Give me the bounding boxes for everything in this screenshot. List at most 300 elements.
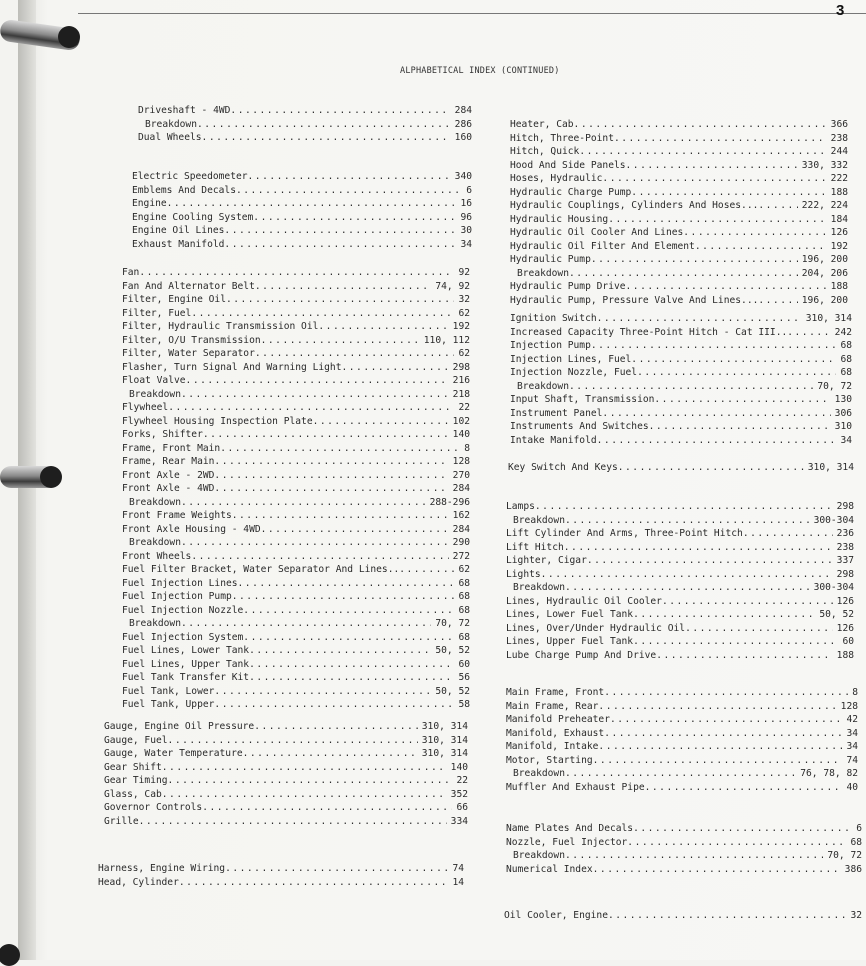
dot-leader <box>255 280 431 294</box>
dot-leader <box>597 434 837 448</box>
dot-leader <box>695 240 827 254</box>
entry-label: Manifold Preheater <box>506 714 610 725</box>
entry-label: Lines, Upper Fuel Tank <box>506 636 634 647</box>
entry-page-number: 74 <box>452 863 464 874</box>
index-entry <box>504 909 862 923</box>
entry-label: Hood And Side Panels <box>510 159 626 171</box>
index-entry <box>104 761 468 775</box>
entry-page-number: 160 <box>454 132 472 143</box>
entry-label: Injection Pump <box>510 340 591 351</box>
entry-label: Oil Cooler, Engine <box>504 910 608 921</box>
entry-label: Harness, Engine Wiring <box>98 863 226 874</box>
dot-leader <box>631 353 836 367</box>
entry-page-number: 58 <box>458 699 470 710</box>
dot-leader <box>214 698 454 712</box>
entry-label: Fuel Filter Bracket, Water Separator And Lines.. <box>122 564 400 575</box>
dot-leader <box>139 815 447 829</box>
entry-page-number: 66 <box>456 802 468 813</box>
index-entry <box>122 307 470 321</box>
page-top-rule <box>78 13 866 14</box>
entry-label: Breakdown <box>129 388 181 400</box>
entry-page-number: 16 <box>460 198 472 209</box>
entry-page-number: 34 <box>840 434 852 446</box>
entry-label: Lighter, Cigar <box>506 555 587 566</box>
index-entry <box>122 671 470 685</box>
dot-leader <box>602 407 830 421</box>
index-entry <box>122 550 470 564</box>
entry-page-number: 236 <box>836 528 854 539</box>
index-entry <box>132 184 472 198</box>
entry-page-number: 128 <box>452 456 470 467</box>
index-entry <box>132 211 472 225</box>
index-entry <box>510 434 852 448</box>
dot-leader <box>191 550 448 564</box>
entry-page-number: 290 <box>452 537 470 548</box>
entry-page-number: 238 <box>830 132 848 144</box>
index-entry <box>510 393 852 407</box>
index-entry <box>510 353 852 367</box>
index-entry <box>122 563 470 577</box>
dot-leader <box>254 720 418 734</box>
index-entry <box>104 720 468 734</box>
entry-page-number: 40 <box>846 781 858 793</box>
dot-leader <box>224 238 456 252</box>
dot-leader <box>618 461 804 475</box>
entry-label: Grille <box>104 815 139 827</box>
index-group <box>510 312 852 447</box>
entry-label: Main Frame, Rear <box>506 700 599 712</box>
entry-label: Hoses, Hydraulic <box>510 173 603 184</box>
index-entry <box>510 118 848 132</box>
entry-label: Fuel Injection Lines <box>122 577 238 589</box>
dot-leader <box>224 224 456 238</box>
entry-page-number: 306 <box>834 407 852 419</box>
index-group <box>132 170 472 251</box>
entry-page-number: 334 <box>450 815 468 827</box>
index-entry <box>122 347 470 361</box>
entry-page-number: 204, 206 <box>801 267 848 279</box>
entry-page-number: 32 <box>850 910 862 921</box>
page-number: 3 <box>836 2 845 19</box>
dot-leader <box>232 590 455 604</box>
entry-page-number: 68 <box>458 591 470 602</box>
dot-leader <box>565 849 823 863</box>
index-entry <box>104 801 468 815</box>
dot-leader <box>243 747 418 761</box>
entry-label: Name Plates And Decals <box>506 823 634 834</box>
entry-page-number: 128 <box>840 700 858 712</box>
entry-label: Breakdown <box>145 118 197 130</box>
index-entry <box>510 132 848 146</box>
entry-label: Frame, Front Main <box>122 442 221 454</box>
index-entry <box>510 172 848 186</box>
index-group <box>506 686 858 794</box>
dot-leader <box>608 213 826 227</box>
entry-page-number: 62 <box>458 307 470 319</box>
dot-leader <box>191 307 454 321</box>
entry-page-number: 337 <box>836 555 854 566</box>
binder-hole-top <box>58 26 80 48</box>
dot-leader <box>255 347 455 361</box>
entry-page-number: 56 <box>458 672 470 683</box>
index-entry <box>132 170 472 184</box>
entry-label: Filter, Engine Oil <box>122 294 226 305</box>
dot-leader <box>248 170 451 184</box>
index-entry <box>506 713 858 727</box>
dot-leader <box>139 266 454 280</box>
entry-page-number: 286 <box>454 118 472 130</box>
dot-leader <box>203 428 449 442</box>
entry-label: Lights <box>506 568 541 580</box>
entry-page-number: 188 <box>830 186 848 198</box>
entry-page-number: 310, 314 <box>421 734 468 746</box>
dot-leader <box>197 118 451 132</box>
index-entry <box>122 361 470 375</box>
index-subentry <box>122 536 470 550</box>
entry-page-number: 140 <box>452 429 470 440</box>
entry-label: Intake Manifold <box>510 434 597 446</box>
entry-label: Hydraulic Housing <box>510 213 609 225</box>
dot-leader <box>186 374 449 388</box>
index-entry <box>122 590 470 604</box>
entry-label: Lift Cylinder And Arms, Three-Point Hitch <box>506 528 743 539</box>
dot-leader <box>399 563 454 577</box>
entry-label: Fuel Tank, Lower <box>122 685 215 697</box>
index-entry <box>132 197 472 211</box>
dot-leader <box>202 131 451 145</box>
dot-leader <box>649 420 831 434</box>
entry-page-number: 6 <box>466 184 472 196</box>
entry-page-number: 238 <box>836 541 854 553</box>
index-entry <box>510 159 848 173</box>
dot-leader <box>226 293 454 307</box>
entry-label: Governor Controls <box>104 802 203 813</box>
index-group <box>506 822 862 876</box>
entry-label: Glass, Cab <box>104 788 162 800</box>
entry-label: Dual Wheels <box>138 132 202 143</box>
entry-label: Exhaust Manifold <box>132 238 225 250</box>
dot-leader <box>236 184 462 198</box>
entry-page-number: 310 <box>834 421 852 432</box>
dot-leader <box>313 415 449 429</box>
dot-leader <box>633 635 838 649</box>
dot-leader <box>202 801 452 815</box>
entry-label: Motor, Starting <box>506 754 593 766</box>
index-entry <box>506 554 854 568</box>
entry-label: Fuel Lines, Lower Tank <box>122 645 250 656</box>
index-subentry <box>506 514 854 528</box>
entry-label: Input Shaft, Transmission <box>510 394 655 405</box>
index-subentry <box>506 767 858 781</box>
entry-page-number: 8 <box>464 442 470 454</box>
index-entry <box>122 293 470 307</box>
index-entry <box>98 862 464 876</box>
entry-label: Hydraulic Pump Drive <box>510 281 626 292</box>
entry-label: Increased Capacity Three-Point Hitch - Cat III.. <box>510 326 788 338</box>
dot-leader <box>591 339 837 353</box>
dot-leader <box>181 496 426 510</box>
entry-page-number: 218 <box>452 388 470 400</box>
dot-leader <box>654 393 830 407</box>
entry-page-number: 242 <box>834 326 852 338</box>
dot-leader <box>593 863 841 877</box>
dot-leader <box>249 658 454 672</box>
index-entry <box>510 199 848 213</box>
entry-label: Hydraulic Charge Pump <box>510 186 632 198</box>
entry-label: Lamps <box>506 501 535 512</box>
dot-leader <box>565 767 796 781</box>
index-entry <box>506 822 862 836</box>
index-entry <box>122 685 470 699</box>
index-entry <box>104 747 468 761</box>
index-entry <box>132 238 472 252</box>
dot-leader <box>597 312 802 326</box>
entry-label: Key Switch And Keys <box>508 462 618 473</box>
dot-leader <box>633 608 815 622</box>
index-entry <box>506 754 858 768</box>
entry-label: Breakdown <box>513 514 565 526</box>
entry-page-number: 34 <box>460 238 472 250</box>
dot-leader <box>637 366 836 380</box>
entry-page-number: 126 <box>836 622 854 634</box>
dot-leader <box>645 781 843 795</box>
entry-page-number: 192 <box>830 240 848 252</box>
index-entry <box>122 455 470 469</box>
index-title: ALPHABETICAL INDEX (CONTINUED) <box>400 66 560 76</box>
entry-page-number: 50, 52 <box>819 609 854 620</box>
entry-page-number: 8 <box>852 687 858 698</box>
index-entry <box>506 500 854 514</box>
entry-label: Flywheel Housing Inspection Plate <box>122 415 313 427</box>
index-entry <box>122 523 470 537</box>
index-entry <box>510 326 852 340</box>
index-entry <box>98 876 464 890</box>
index-entry <box>506 541 854 555</box>
entry-page-number: 162 <box>452 510 470 521</box>
index-entry <box>104 788 468 802</box>
dot-leader <box>758 294 797 308</box>
entry-page-number: 298 <box>836 501 854 512</box>
index-entry <box>506 740 858 754</box>
index-entry <box>122 658 470 672</box>
entry-page-number: 68 <box>850 836 862 848</box>
dot-leader <box>564 541 833 555</box>
entry-label: Lines, Over/Under Hydraulic Oil <box>506 622 686 634</box>
entry-page-number: 310, 314 <box>807 462 854 473</box>
index-subentry <box>506 581 854 595</box>
dot-leader <box>168 734 418 748</box>
dot-leader <box>598 740 842 754</box>
index-entry <box>122 320 470 334</box>
index-entry <box>506 727 858 741</box>
entry-page-number: 196, 200 <box>801 254 848 265</box>
index-entry <box>122 604 470 618</box>
entry-page-number: 68 <box>840 340 852 351</box>
index-entry <box>506 608 854 622</box>
entry-page-number: 30 <box>460 225 472 236</box>
dot-leader <box>602 172 826 186</box>
entry-page-number: 284 <box>454 105 472 116</box>
index-entry <box>122 698 470 712</box>
dot-leader <box>162 788 447 802</box>
dot-leader <box>342 361 449 375</box>
dot-leader <box>565 581 810 595</box>
dot-leader <box>656 649 832 663</box>
index-entry <box>506 686 858 700</box>
dot-leader <box>633 822 852 836</box>
index-entry <box>122 401 470 415</box>
entry-label: Breakdown <box>517 267 569 279</box>
index-entry <box>506 863 862 877</box>
entry-page-number: 70, 72 <box>827 850 862 861</box>
index-entry <box>104 734 468 748</box>
entry-page-number: 22 <box>458 402 470 413</box>
entry-label: Hydraulic Oil Filter And Element <box>510 240 695 252</box>
entry-page-number: 352 <box>450 788 468 800</box>
index-entry <box>506 649 854 663</box>
entry-label: Filter, O/U Transmission <box>122 334 261 346</box>
entry-page-number: 68 <box>840 367 852 378</box>
index-group <box>510 118 848 307</box>
entry-page-number: 62 <box>458 348 470 359</box>
entry-label: Head, Cylinder <box>98 876 179 888</box>
entry-label: Hitch, Quick <box>510 146 580 157</box>
entry-label: Engine <box>132 198 167 209</box>
entry-label: Gauge, Water Temperature <box>104 748 243 759</box>
entry-page-number: 96 <box>460 211 472 223</box>
entry-page-number: 68 <box>458 604 470 616</box>
entry-label: Breakdown <box>513 768 565 779</box>
index-entry <box>506 781 858 795</box>
entry-label: Float Valve <box>122 375 186 386</box>
index-subentry <box>510 267 848 281</box>
entry-label: Gauge, Engine Oil Pressure <box>104 721 255 732</box>
entry-label: Hydraulic Pump, Pressure Valve And Lines... <box>510 294 759 306</box>
dot-leader <box>569 380 813 394</box>
entry-page-number: 298 <box>452 361 470 373</box>
dot-leader <box>243 604 454 618</box>
entry-label: Hydraulic Couplings, Cylinders And Hoses... <box>510 200 759 211</box>
dot-leader <box>631 186 826 200</box>
dot-leader <box>787 326 830 340</box>
entry-page-number: 50, 52 <box>435 685 470 697</box>
index-subentry <box>122 388 470 402</box>
index-entry <box>122 644 470 658</box>
index-group <box>504 909 862 923</box>
entry-label: Front Axle - 2WD <box>122 469 215 481</box>
entry-page-number: 244 <box>830 146 848 157</box>
entry-label: Fan <box>122 267 140 278</box>
entry-page-number: 68 <box>840 353 852 365</box>
dot-leader <box>214 469 448 483</box>
entry-page-number: 110, 112 <box>423 334 470 346</box>
index-group <box>506 500 854 662</box>
entry-page-number: 126 <box>836 595 854 607</box>
index-group <box>98 862 464 889</box>
index-entry <box>122 374 470 388</box>
dot-leader <box>181 388 449 402</box>
dot-leader <box>214 685 431 699</box>
entry-label: Lines, Lower Fuel Tank <box>506 609 634 620</box>
dot-leader <box>179 876 449 890</box>
entry-page-number: 366 <box>830 119 848 130</box>
index-entry <box>510 226 848 240</box>
index-entry <box>138 104 472 118</box>
entry-page-number: 216 <box>452 375 470 386</box>
entry-label: Fuel Injection Pump <box>122 591 232 602</box>
entry-label: Breakdown <box>129 496 181 508</box>
entry-label: Filter, Water Separator <box>122 348 255 359</box>
entry-page-number: 126 <box>830 227 848 238</box>
dot-leader <box>626 280 827 294</box>
index-group <box>508 461 854 475</box>
dot-leader <box>249 671 454 685</box>
index-entry <box>510 420 852 434</box>
index-entry <box>506 568 854 582</box>
dot-leader <box>758 199 797 213</box>
index-entry <box>510 407 852 421</box>
entry-label: Heater, Cab <box>510 119 574 130</box>
entry-label: Breakdown <box>129 537 181 548</box>
index-entry <box>510 145 848 159</box>
dot-leader <box>627 836 846 850</box>
entry-label: Fuel Lines, Upper Tank <box>122 658 250 670</box>
dot-leader <box>626 159 798 173</box>
index-entry <box>122 482 470 496</box>
entry-page-number: 14 <box>452 876 464 888</box>
index-entry <box>104 815 468 829</box>
entry-label: Nozzle, Fuel Injector <box>506 836 628 848</box>
index-entry <box>122 428 470 442</box>
index-entry <box>510 339 852 353</box>
entry-page-number: 60 <box>842 636 854 647</box>
index-entry <box>122 469 470 483</box>
dot-leader <box>591 253 798 267</box>
dot-leader <box>214 455 448 469</box>
dot-leader <box>604 727 842 741</box>
entry-page-number: 70, 72 <box>435 618 470 629</box>
dot-leader <box>220 442 460 456</box>
entry-page-number: 284 <box>452 483 470 494</box>
dot-leader <box>167 197 457 211</box>
dot-leader <box>168 774 453 788</box>
index-group <box>138 104 472 145</box>
entry-label: Flasher, Turn Signal And Warning Light <box>122 361 342 373</box>
entry-label: Gear Timing <box>104 775 168 786</box>
entry-page-number: 188 <box>836 649 854 661</box>
index-entry <box>122 415 470 429</box>
dot-leader <box>243 631 454 645</box>
index-entry <box>510 312 852 326</box>
dot-leader <box>181 617 431 631</box>
entry-label: Fuel Injection System <box>122 631 244 643</box>
entry-label: Emblems And Decals <box>132 184 236 196</box>
dot-leader <box>162 761 447 775</box>
index-entry <box>122 442 470 456</box>
entry-page-number: 68 <box>458 577 470 589</box>
dot-leader <box>232 509 449 523</box>
dot-leader <box>238 577 455 591</box>
dot-leader <box>253 211 456 225</box>
index-entry <box>122 266 470 280</box>
index-subentry <box>138 118 472 132</box>
entry-label: Filter, Fuel <box>122 307 192 319</box>
entry-label: Manifold, Intake <box>506 741 599 752</box>
dot-leader <box>574 118 827 132</box>
dot-leader <box>565 514 810 528</box>
index-entry <box>510 186 848 200</box>
index-entry <box>104 774 468 788</box>
